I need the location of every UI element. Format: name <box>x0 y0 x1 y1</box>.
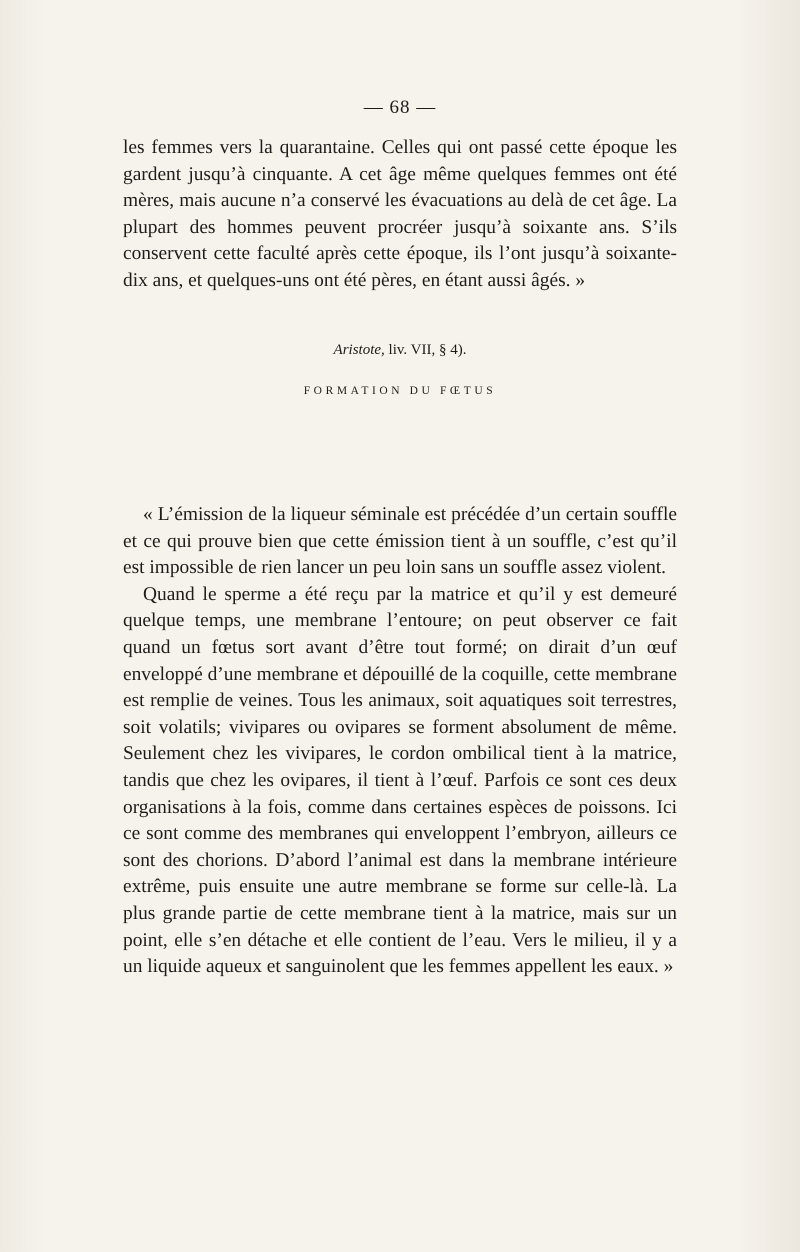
body-text <box>123 502 677 981</box>
intro-quote-paragraph: les femmes vers la quarantaine. Celles qui ont passé cette époque les gardent jusqu’à cinquante. A cet âge même quelques femmes ont été mères, mais aucune n’a conservé les évacuations au delà de cet âge. La plupart des hommes peuvent procréer jusqu’à soixante ans. S’ils conservent cette faculté après cette époque, ils l’ont jusqu’à soixante-dix ans, et quelques-uns ont été pères, en étant aussi âgés. » <box>123 137 677 291</box>
attribution-reference: liv. VII, § 4). <box>384 342 467 358</box>
body-paragraph: Quand le sperme a été reçu par la matrice et qu’il y est demeuré quelque temps, une membrane l’entoure; on peut observer ce fait quand un fœtus sort avant d’être tout formé; on dirait d’un œuf enveloppé d’une membrane et dépouillé de la coquille, cette membrane est remplie de veines. Tous les animaux, soit aquatiques soit terrestres, soit volatils; vivipares ou ovipares se forment absolument de même. Seulement chez les vivipares, le cordon ombilical tient à la matrice, tandis que chez les ovipares, il tient à l’œuf. Parfois ce sont ces deux organisations à la fois, comme dans certaines espèces de poissons. Ici ce sont comme des membranes qui enveloppent l’embryon, ailleurs ce sont des chorions. D’abord l’animal est dans la membrane intérieure extrême, puis ensuite une autre membrane se forme sur celle-là. La plus grande partie de cette membrane tient à la matrice, mais sur un point, elle s’en détache et elle contient de l’eau. Vers le milieu, il y a un liquide aqueux et sanguinolent que les femmes appellent les eaux. » <box>123 583 677 978</box>
body-paragraph: « L’émission de la liqueur séminale est précédée d’un certain souffle et ce qui prouve bien que cette émission tient à un souffle, c’est qu’il est impossible de rien lancer un peu loin sans un souffle assez violent. <box>123 504 677 579</box>
attribution-author: Aristote, <box>333 342 385 358</box>
section-heading: FORMATION DU FŒTUS <box>303 385 497 397</box>
quote-attribution <box>0 342 800 359</box>
intro-quote <box>123 135 677 295</box>
page-number: — 68 — <box>363 97 437 118</box>
